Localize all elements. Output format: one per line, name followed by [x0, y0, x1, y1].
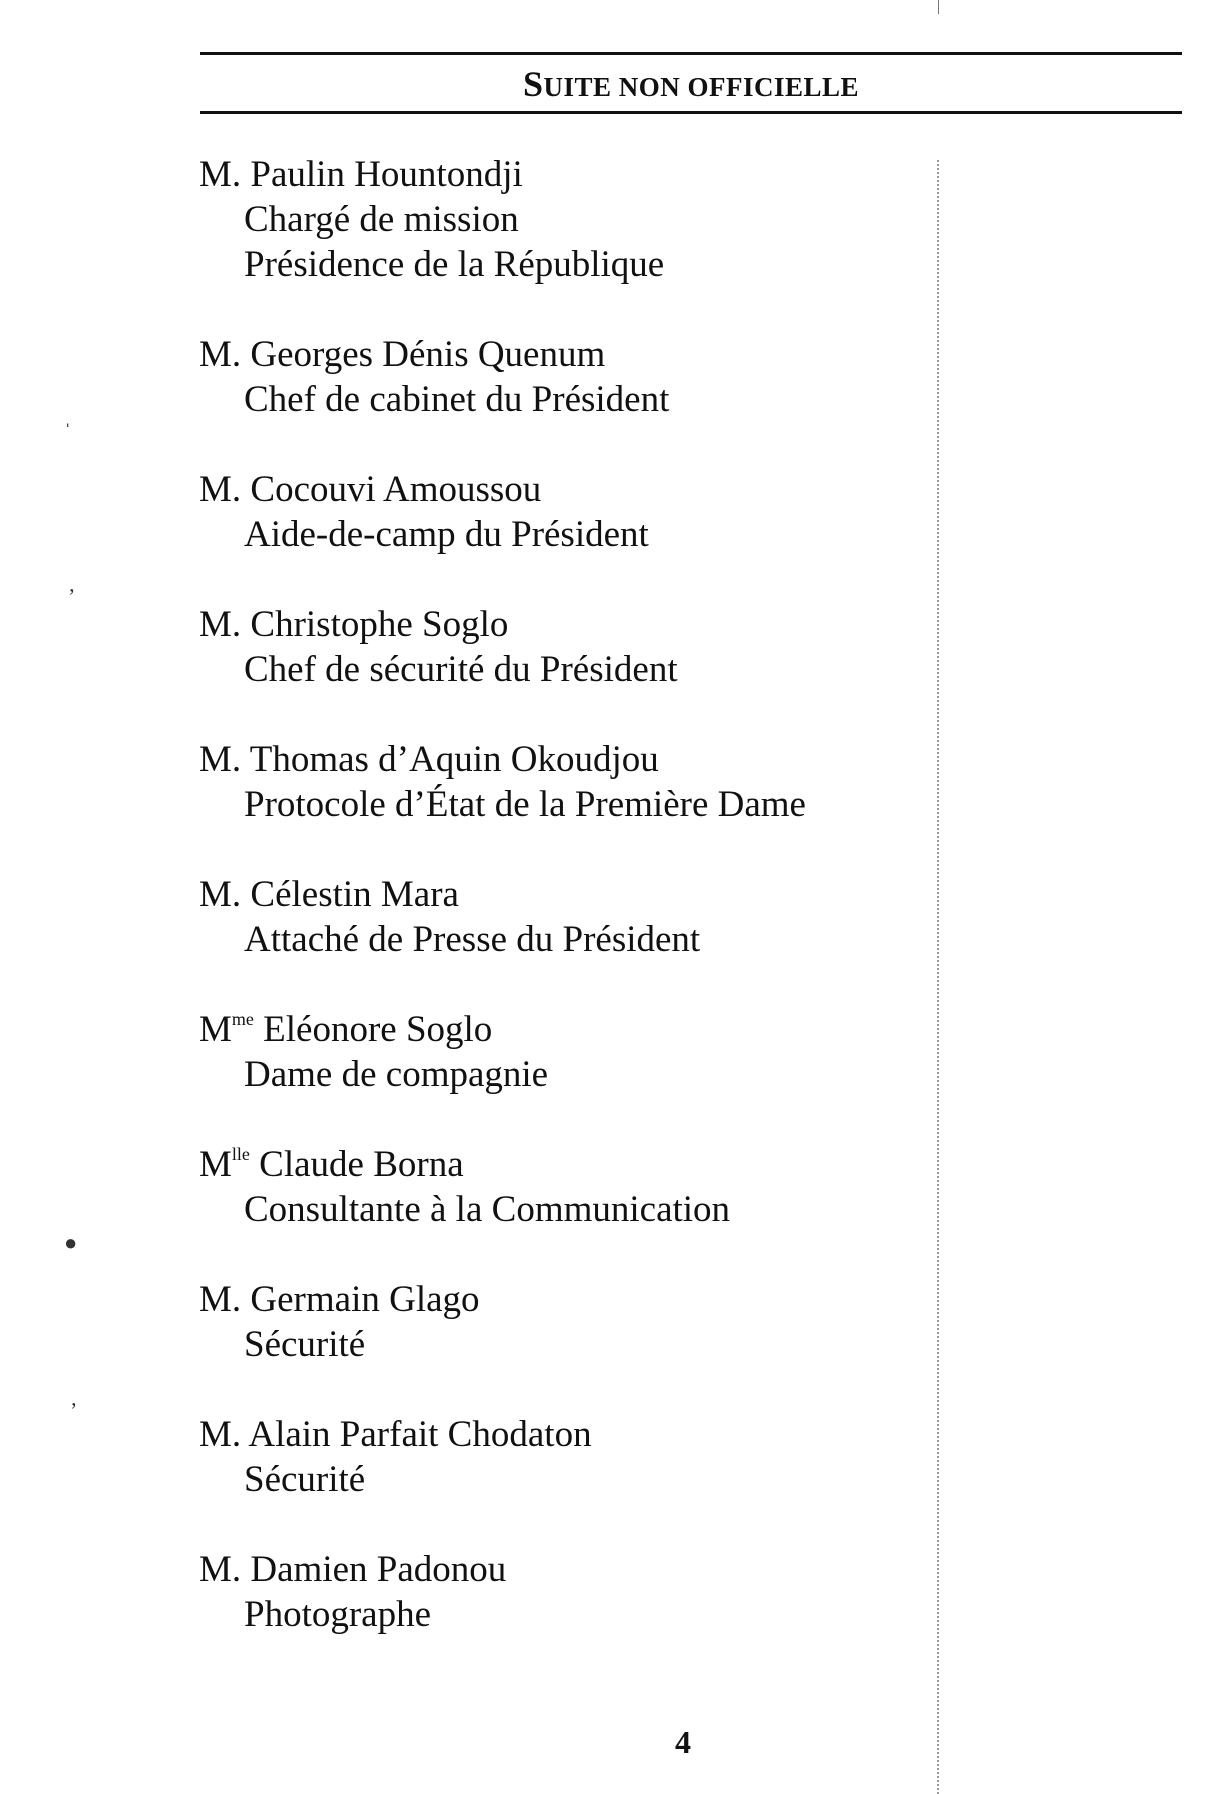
person-role: Dame de compagnie [244, 1054, 549, 1095]
delegation-entry [199, 737, 979, 872]
person-role: Chargé de mission [244, 199, 519, 240]
person-name: M. Alain Parfait Chodaton [199, 1414, 592, 1455]
delegation-entry [199, 602, 979, 737]
person-role: Présidence de la République [244, 244, 665, 285]
scan-speck: ʼ [68, 584, 76, 609]
page-number: 4 [675, 1724, 691, 1760]
person-role: Sécurité [244, 1459, 366, 1500]
person-name: M. Georges Dénis Quenum [199, 334, 606, 375]
header-rule-top [200, 52, 1182, 55]
delegation-list [199, 152, 979, 1682]
delegation-entry [199, 872, 979, 1007]
scan-mark [938, 0, 939, 14]
person-name: M. Cocouvi Amoussou [199, 469, 542, 510]
scan-speck: ʼ [70, 1398, 78, 1423]
section-heading-initial: S [522, 64, 544, 104]
person-name: M. Christophe Soglo [199, 604, 509, 645]
name-prefix: M [199, 1144, 232, 1185]
person-role: Consultante à la Communication [244, 1189, 731, 1230]
name-text: Eléonore Soglo [253, 1009, 493, 1050]
scan-speck: ˌ [64, 402, 72, 427]
person-role: Chef de sécurité du Président [244, 649, 678, 690]
name-prefix-superscript: lle [231, 1144, 250, 1164]
person-name: M. Damien Padonou [199, 1549, 507, 1590]
delegation-entry [199, 1412, 979, 1547]
name-prefix: M [199, 1009, 232, 1050]
scan-speck: ● [64, 1230, 78, 1255]
person-name: M. Célestin Mara [199, 874, 459, 915]
person-name: M. Germain Glago [199, 1279, 480, 1320]
name-prefix-superscript: me [231, 1009, 254, 1029]
person-role: Protocole d’État de la Première Dame [244, 784, 806, 825]
delegation-entry [199, 467, 979, 602]
delegation-entry [199, 152, 979, 332]
delegation-entry [199, 332, 979, 467]
delegation-entry [199, 1142, 979, 1277]
person-role: Attaché de Presse du Président [244, 919, 701, 960]
person-name [199, 1007, 979, 1052]
section-heading [200, 64, 1182, 107]
person-name: M. Paulin Hountondji [199, 154, 523, 195]
person-name: M. Thomas d’Aquin Okoudjou [199, 739, 659, 780]
section-heading-rest: UITE NON OFFICIELLE [543, 72, 860, 102]
name-text: Claude Borna [249, 1144, 464, 1185]
delegation-entry [199, 1277, 979, 1412]
person-role: Sécurité [244, 1324, 366, 1365]
delegation-entry [199, 1007, 979, 1142]
header-rule-bottom [200, 111, 1182, 114]
person-role: Photographe [244, 1594, 432, 1635]
person-name [199, 1142, 979, 1187]
delegation-entry [199, 1547, 979, 1682]
person-role: Chef de cabinet du Président [244, 379, 670, 420]
person-role: Aide-de-camp du Président [244, 514, 649, 555]
